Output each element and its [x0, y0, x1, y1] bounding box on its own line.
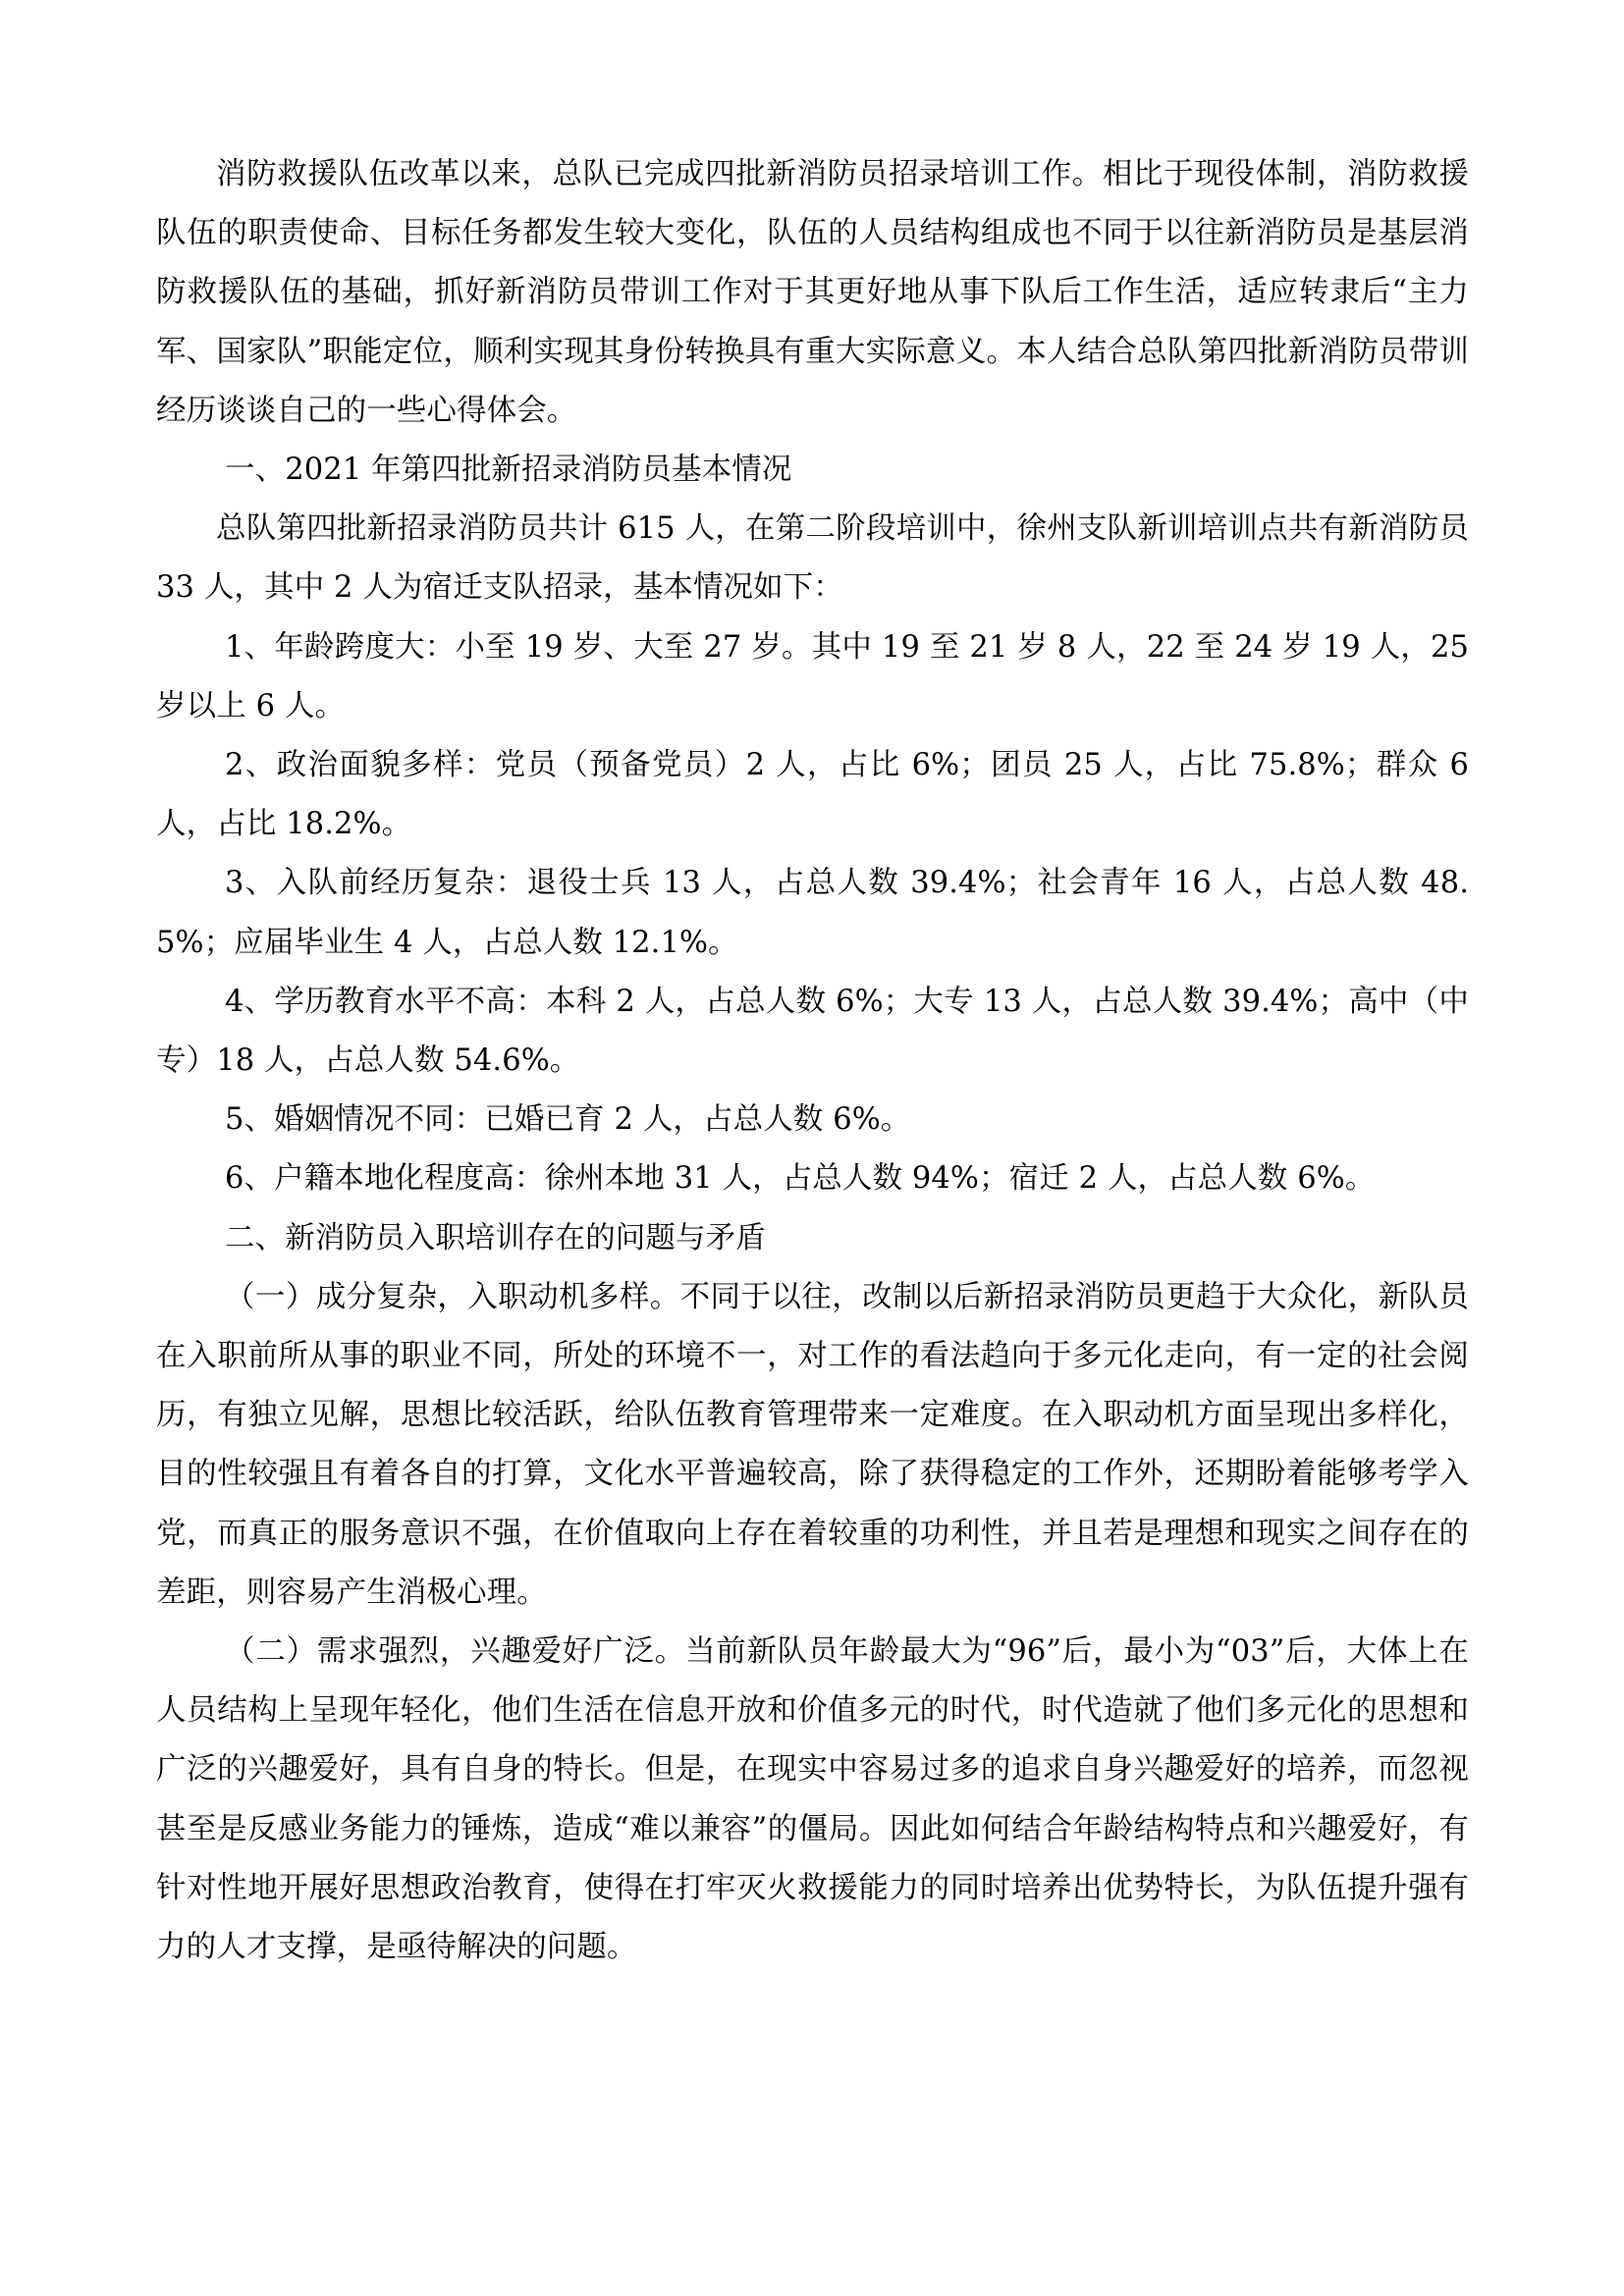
list-item-age-range: 1、年龄跨度大：小至 19 岁、大至 27 岁。其中 19 至 21 岁 8 人，22 至 24 岁 19 人，25 岁以上 6 人。 — [156, 629, 1469, 723]
document-body — [156, 145, 1469, 1977]
paragraph-recruit-overview: 总队第四批新招录消防员共计 615 人，在第二阶段培训中，徐州支队新训培训点共有新消防员 33 人，其中 2 人为宿迁支队招录，基本情况如下： — [156, 511, 1469, 606]
heading-section-two: 二、新消防员入职培训存在的问题与矛盾 — [225, 1220, 766, 1255]
subsection-two-interests: （二）需求强烈，兴趣爱好广泛。当前新队员年龄最大为“96”后，最小为“03”后，大体上在人员结构上呈现年轻化，他们生活在信息开放和价值多元的时代，时代造就了他们多元化的思想和广泛的兴趣爱好，具有自身的特长。但是，在现实中容易过多的追求自身兴趣爱好的培养，而忽视甚至是反感业务能力的锤炼，造成“难以兼容”的僵局。因此如何结合年龄结构特点和兴趣爱好，有针对性地开展好思想政治教育，使得在打牢灭火救援能力的同时培养出优势特长，为队伍提升强有力的人才支撑，是亟待解决的问题。 — [156, 1634, 1469, 1965]
list-item-prior-experience: 3、入队前经历复杂：退役士兵 13 人，占总人数 39.4%；社会青年 16 人，占总人数 48.5%；应届毕业生 4 人，占总人数 12.1%。 — [156, 866, 1469, 960]
list-item-household-registration: 6、户籍本地化程度高：徐州本地 31 人，占总人数 94%；宿迁 2 人，占总人数 6%。 — [225, 1161, 1376, 1197]
list-item-political-status: 2、政治面貌多样：党员（预备党员）2 人，占比 6%；团员 25 人，占比 75.8%；群众 6 人，占比 18.2%。 — [156, 748, 1469, 842]
heading-section-one: 一、2021 年第四批新招录消防员基本情况 — [225, 453, 792, 488]
list-item-education-level: 4、学历教育水平不高：本科 2 人，占总人数 6%；大专 13 人，占总人数 39.4%；高中（中专）18 人，占总人数 54.6%。 — [156, 984, 1469, 1079]
subsection-one-composition: （一）成分复杂，入职动机多样。不同于以往，改制以后新招录消防员更趋于大众化，新队员在入职前所从事的职业不同，所处的环境不一，对工作的看法趋向于多元化走向，有一定的社会阅历，有独立见解，思想比较活跃，给队伍教育管理带来一定难度。在入职动机方面呈现出多样化，目的性较强且有着各自的打算，文化水平普遍较高，除了获得稳定的工作外，还期盼着能够考学入党，而真正的服务意识不强，在价值取向上存在着较重的功利性，并且若是理想和现实之间存在的差距，则容易产生消极心理。 — [156, 1279, 1469, 1610]
paragraph-intro: 消防救援队伍改革以来，总队已完成四批新消防员招录培训工作。相比于现役体制，消防救援队伍的职责使命、目标任务都发生较大变化，队伍的人员结构组成也不同于以往新消防员是基层消防救援队伍的基础，抓好新消防员带训工作对于其更好地从事下队后工作生活，适应转隶后“主力军、国家队”职能定位，顺利实现其身份转换具有重大实际意义。本人结合总队第四批新消防员带训经历谈谈自己的一些心得体会。 — [156, 157, 1469, 428]
list-item-marital-status: 5、婚姻情况不同：已婚已育 2 人，占总人数 6%。 — [225, 1102, 911, 1138]
